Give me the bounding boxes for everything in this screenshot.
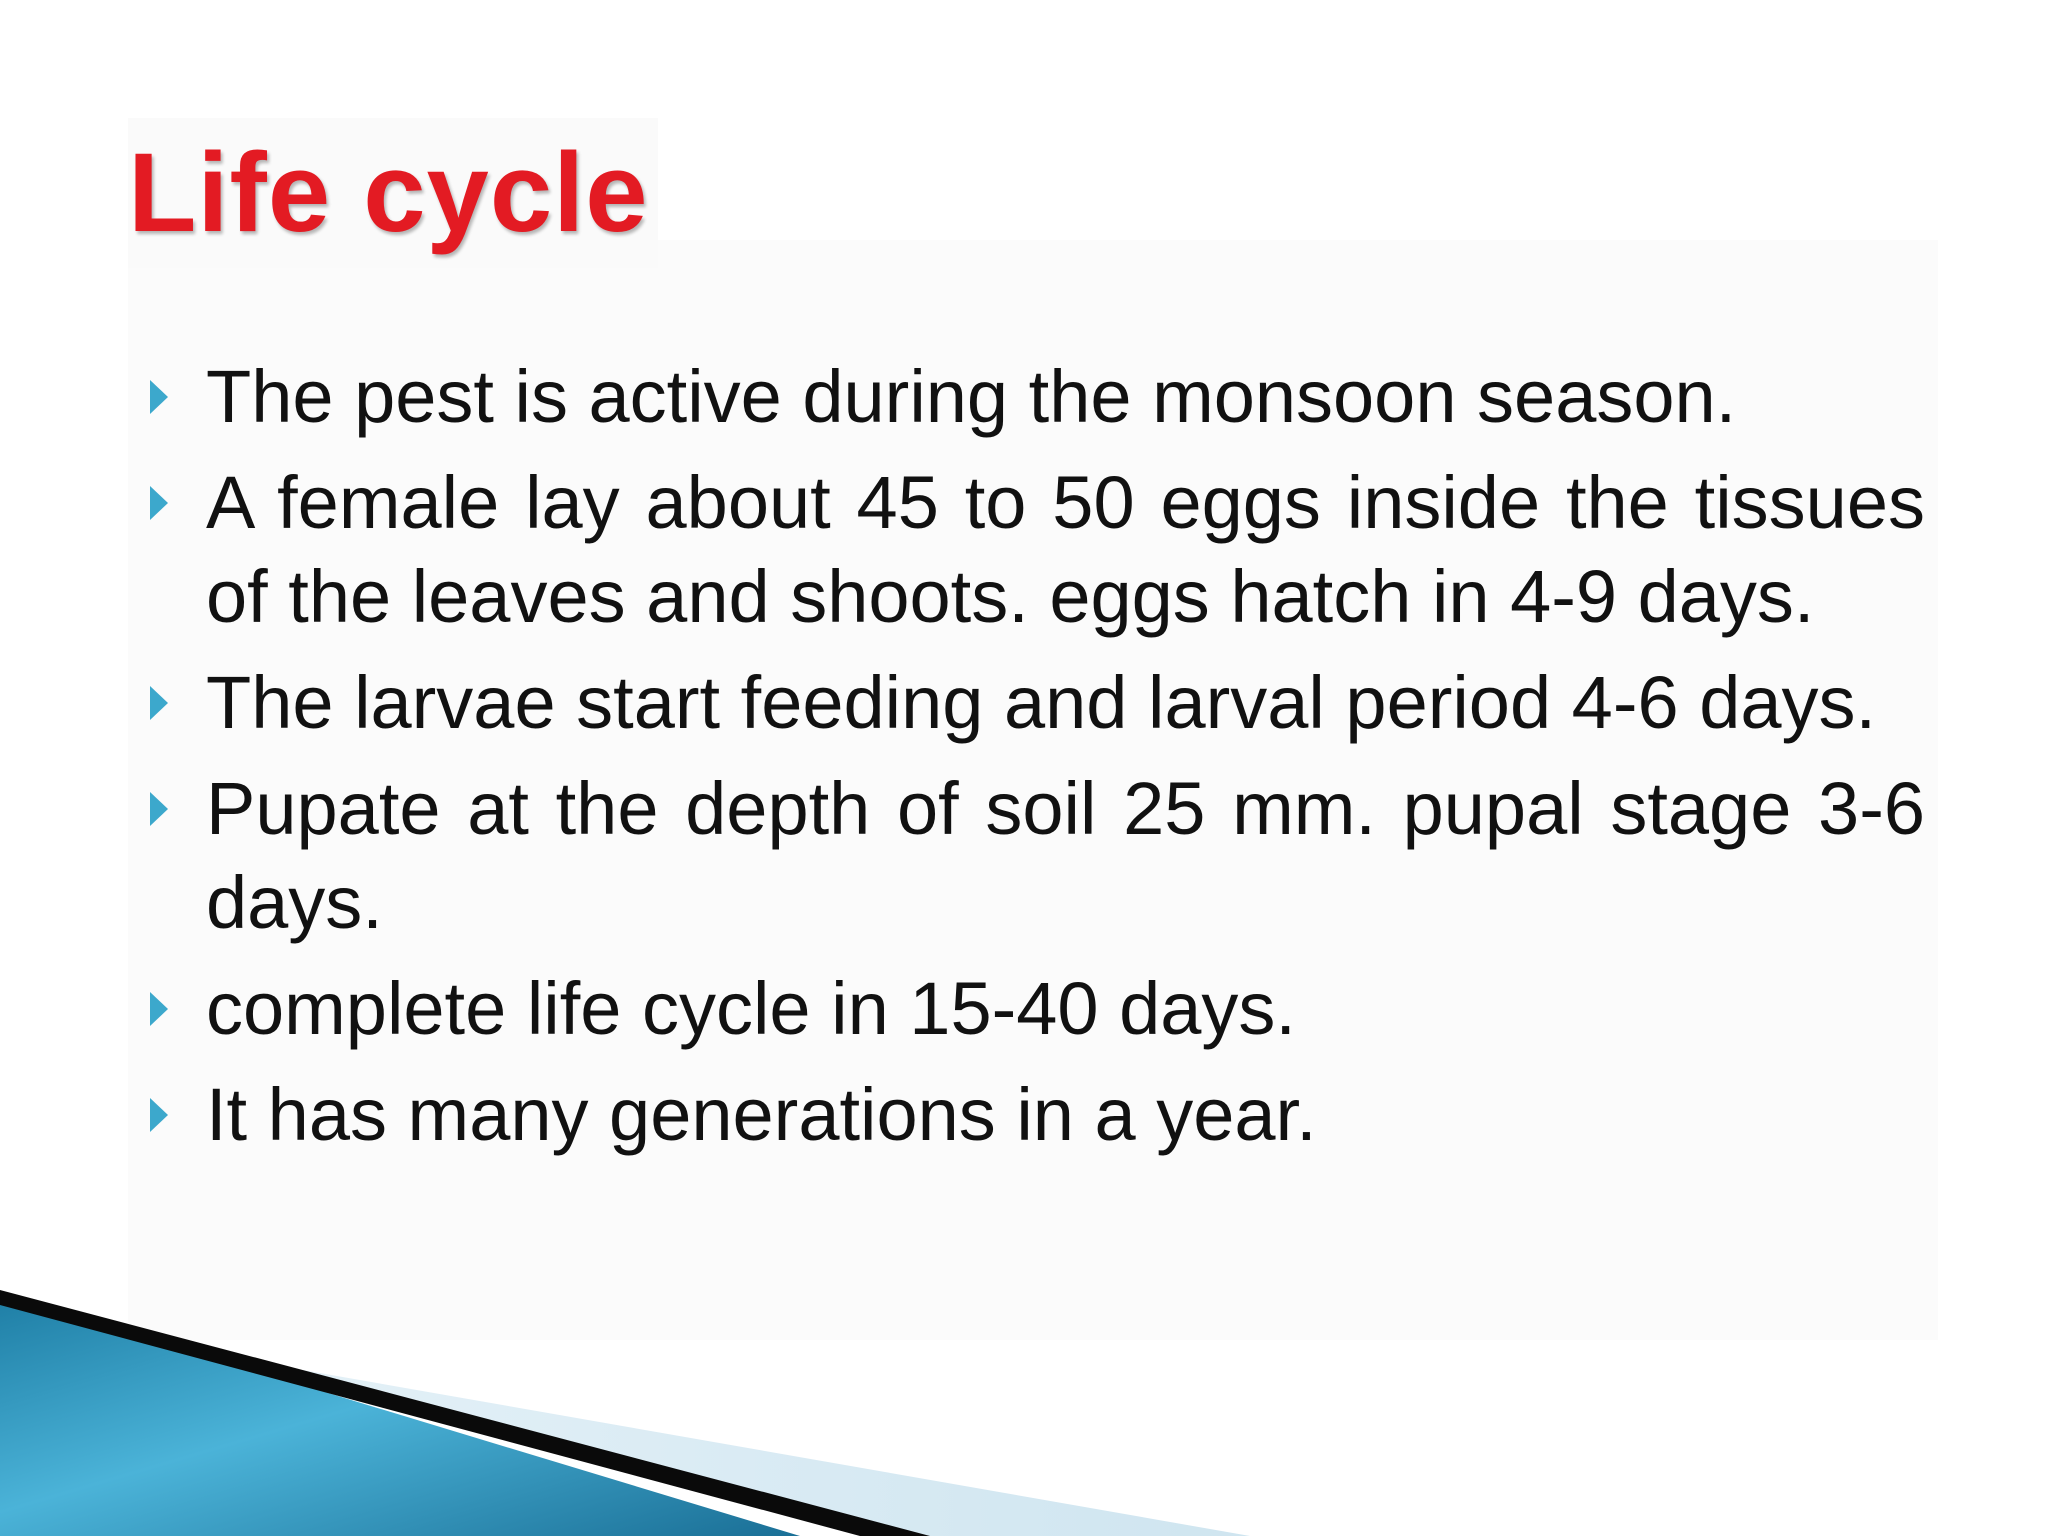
slide-title: Life cycle <box>128 130 649 255</box>
bullet-text: The larvae start feeding and larval period 4-6 days. <box>206 661 1877 744</box>
bullet-text: A female lay about 45 to 50 eggs inside the tissues of the leaves and shoots. eggs hatch in 4-9 days. <box>206 461 1925 638</box>
bullet-text: It has many generations in a year. <box>206 1073 1317 1156</box>
bullet-text: complete life cycle in 15-40 days. <box>206 967 1296 1050</box>
bullet-text: Pupate at the depth of soil 25 mm. pupal stage 3-6 days. <box>206 767 1925 944</box>
bullet-text: The pest is active during the monsoon season. <box>206 355 1737 438</box>
